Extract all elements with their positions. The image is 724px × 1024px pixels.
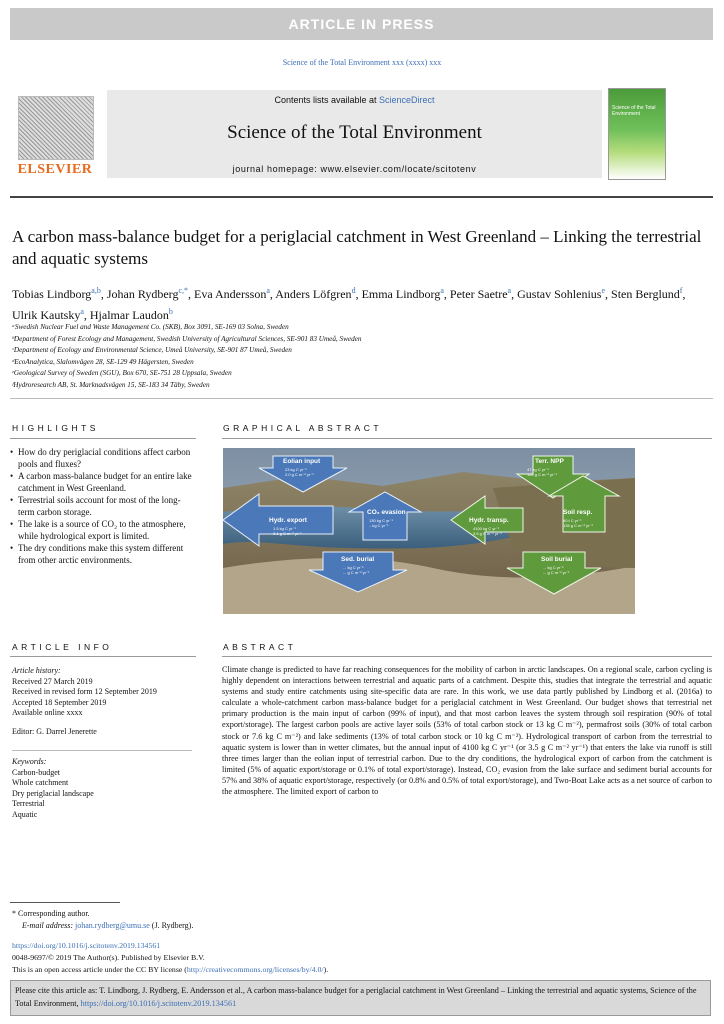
- author-name[interactable]: Tobias Lindborg: [12, 287, 92, 301]
- ga-label-hydr-export: Hydr. export: [269, 517, 307, 524]
- cover-title: Science of the Total Environment: [612, 105, 656, 117]
- highlight-item: • A carbon mass-balance budget for an entire lake catchment in West Greenland.: [12, 470, 192, 494]
- email-line: [12, 920, 612, 932]
- history-received: Received 27 March 2019: [12, 676, 93, 686]
- keywords-label: Keywords:: [12, 757, 47, 766]
- highlight-item: • How do dry periglacial conditions affect carbon pools and fluxes?: [12, 446, 192, 470]
- graphical-abstract-figure: [223, 448, 635, 614]
- corresponding-author: * Corresponding author.: [12, 909, 90, 918]
- please-cite-doi-link[interactable]: https://doi.org/10.1016/j.scitotenv.2019.134561: [80, 999, 237, 1008]
- article-in-press-banner: ARTICLE IN PRESS: [10, 8, 713, 40]
- highlights-heading: HIGHLIGHTS: [12, 423, 99, 433]
- please-cite-text: Please cite this article as: T. Lindborg, J. Rydberg, E. Andersson et al., A carbon mass-balance budget for a periglacial catchment in West Greenland – Linking the terrestrial and aquatic systems, Science of the Total Environment,: [15, 986, 697, 1008]
- author-name[interactable]: Hjalmar Laudon: [89, 308, 169, 322]
- ga-label-npp: Terr. NPP: [535, 458, 564, 465]
- ga-value-soil-resp-1: 90 t C yr⁻¹: [563, 518, 582, 523]
- affiliation-line: ᵇDepartment of Forest Ecology and Management, Swedish University of Agricultural Sciences, SE-901 83 Umeå, Sweden: [12, 334, 362, 343]
- abstract-heading: ABSTRACT: [223, 642, 297, 652]
- history-online: Available online xxxx: [12, 708, 83, 717]
- email-label: E-mail address:: [22, 921, 76, 930]
- author-list: Tobias Lindborg$^{a,b}$, Johan Rydberg$^{c,*}$, Eva Andersson$^a$, Anders Löfgren$^d$, Emma Lindborg$^a$, Peter Saetre$^a$, Gustav Sohlenius$^e$, Sten Berglund$^f$, Ulrik Kautsky$^a$, Hjalmar Laudon$^b$: [12, 286, 686, 322]
- editor: Editor: G. Darrel Jenerette: [12, 726, 97, 736]
- history-revised: Received in revised form 12 September 2019: [12, 687, 157, 696]
- license-prefix: This is an open access article under the CC BY license (: [12, 965, 187, 974]
- journal-citation-link[interactable]: Science of the Total Environment xxx (xxxx) xxx: [282, 58, 442, 67]
- keyword: Carbon-budget: [12, 767, 60, 777]
- author-affiliation-marker[interactable]: c,*: [178, 286, 189, 295]
- sciencedirect-link[interactable]: ScienceDirect: [379, 95, 435, 105]
- ga-value-hydr-export-1: 1.5 kg C yr⁻¹: [273, 526, 296, 531]
- elsevier-logo[interactable]: [10, 90, 100, 180]
- article-info-rule: [10, 656, 196, 657]
- author-affiliation-marker[interactable]: a,b: [91, 286, 101, 295]
- author-name[interactable]: Peter Saetre: [449, 287, 508, 301]
- ga-value-hydr-transp-1: 4100 kg C yr⁻¹: [473, 526, 500, 531]
- please-cite-box: [10, 980, 711, 1016]
- author-name[interactable]: Anders Löfgren: [275, 287, 352, 301]
- elsevier-tree-icon: [18, 96, 94, 160]
- ga-value-hydr-transp-2: 3.5 g C m⁻² yr⁻¹: [473, 531, 502, 536]
- affiliation-line: ᵈEcoAnalytica, Slalomvägen 28, SE-129 49 Hägersten, Sweden: [12, 357, 194, 366]
- contents-prefix: Contents lists available at: [274, 95, 380, 105]
- history-label: Article history:: [12, 666, 61, 675]
- author-affiliation-marker[interactable]: e: [601, 286, 606, 295]
- abstract-text: Climate change is predicted to have far reaching consequences for the mobility of carbon in arctic landscapes. On a regional scale, carbon cycling is highly dependent on interactions between terrestrial and aquatic parts of a catchment. Despite this, studies that integrate the terrestrial and aquatic systems and study entire catchments using site-specific data are rare. In this work, we use data partly published by Lindborg et al. (2016a) to calculate a whole-catchment carbon mass-balance budget for a periglacial catchment in West Greenland. Our budget shows that terrestrial net primary production is the main input of carbon (99% of input), and that most carbon leaves the system through soil respiration (90% of total export/storage). The largest carbon pools are active layer soils (53% of total carbon stock or 13 kg C m⁻²), permafrost soils (30% of total carbon stock or 7.6 kg C m⁻²) and lake sediments (13% of total carbon stock or 10 kg C m⁻²). Hydrological transport of carbon from the terrestrial to aquatic system is lower than in wetter climates, but the annual input of 4100 kg C yr⁻¹ (or 3.5 g C m⁻² yr⁻¹) that enters the lake via runoff is still three times larger than the eolian input of terrestrial carbon. Due to the dry conditions, the hydrological export of carbon from the catchment is limited (5% of aquatic export/storage or 0.1% of total export/storage). Instead, CO₂ evasion from the lake surface and sediment burial accounts for 57% and 38% of aquatic export/storage, respectively (or 0.8% and 0.5% of total export/storage), and Two-Boat Lake acts as a net source of carbon to the atmosphere. The limited export of carbon to: [222, 665, 712, 797]
- ga-value-sed-burial-2: ... g C m⁻² yr⁻¹: [343, 570, 370, 575]
- ga-value-sed-burial-1: ... kg C yr⁻¹: [343, 565, 364, 570]
- ga-value-eolian-2: 2.0 g C m⁻² yr⁻¹: [285, 472, 314, 477]
- issn-line: 0048-9697/© 2019 The Author(s). Published by Elsevier B.V.: [12, 953, 205, 962]
- contents-line: [107, 95, 602, 105]
- ga-label-soil-burial: Soil burial: [541, 556, 573, 563]
- email-link[interactable]: johan.rydberg@umu.se: [75, 921, 150, 930]
- ga-label-eolian: Eolian input: [283, 458, 321, 465]
- affiliation-rule: [10, 398, 713, 399]
- doi-link[interactable]: https://doi.org/10.1016/j.scitotenv.2019.134561: [12, 941, 161, 950]
- author-affiliation-marker[interactable]: a: [266, 286, 270, 295]
- footnote-rule: [10, 902, 120, 903]
- journal-cover-image[interactable]: [608, 88, 666, 180]
- license-line: [12, 964, 712, 976]
- author-name[interactable]: Sten Berglund: [611, 287, 680, 301]
- abstract-rule: [222, 656, 712, 657]
- highlights-rule: [10, 438, 196, 439]
- ga-label-hydr-transp: Hydr. transp.: [469, 517, 509, 524]
- highlight-item: • The dry conditions make this system different from other arctic environments.: [12, 542, 192, 566]
- ga-label-soil-resp: Soil resp.: [563, 509, 593, 516]
- spacer: [12, 719, 192, 727]
- article-info: [12, 666, 192, 820]
- article-title: A carbon mass-balance budget for a periglacial catchment in West Greenland – Linking the terrestrial and aquatic systems: [12, 227, 702, 268]
- journal-header-box: [107, 90, 602, 178]
- author-affiliation-marker[interactable]: a: [507, 286, 512, 295]
- keywords-rule: [12, 750, 192, 751]
- journal-homepage[interactable]: journal homepage: www.elsevier.com/locate/scitotenv: [232, 164, 477, 174]
- journal-masthead: [10, 90, 713, 180]
- ga-value-npp-2: 150 g C m⁻² yr⁻¹: [527, 472, 557, 477]
- publisher-name: ELSEVIER: [17, 162, 93, 177]
- doi-block: [12, 940, 712, 976]
- author-affiliation-marker[interactable]: b: [168, 307, 173, 316]
- keyword: Whole catchment: [12, 778, 69, 787]
- keyword: Aquatic: [12, 809, 38, 819]
- graphical-abstract-heading: GRAPHICAL ABSTRACT: [223, 423, 383, 433]
- ga-value-soil-burial-1: ... kg C yr⁻¹: [543, 565, 564, 570]
- keyword: Dry periglacial landscape: [12, 788, 94, 798]
- graphical-abstract-image[interactable]: [223, 448, 635, 614]
- author-name[interactable]: Johan Rydberg: [106, 287, 179, 301]
- author-affiliation-marker[interactable]: a: [80, 307, 84, 316]
- keyword: Terrestrial: [12, 799, 45, 808]
- ga-value-soil-resp-2: 135 g C m⁻² yr⁻¹: [563, 523, 593, 528]
- ga-label-sed-burial: Sed. burial: [341, 556, 375, 563]
- affiliation-line: ᵉGeological Survey of Sweden (SGU), Box 670, SE-751 28 Uppsala, Sweden: [12, 369, 232, 377]
- author-name[interactable]: Emma Lindborg: [361, 287, 441, 301]
- author-name[interactable]: Ulrik Kautsky: [12, 308, 81, 322]
- graphical-abstract-rule: [222, 438, 712, 439]
- affiliation-line: ᶜDepartment of Ecology and Environmental Science, Umeå University, SE-901 87 Umeå, Sweden: [12, 346, 292, 354]
- affiliations: [12, 322, 712, 391]
- ga-value-npp-1: 47 kg C yr⁻¹: [527, 467, 549, 472]
- author-affiliation-marker[interactable]: f: [679, 286, 683, 295]
- ga-value-soil-burial-2: ... g C m⁻² yr⁻¹: [543, 570, 570, 575]
- highlight-item: • The lake is a source of CO₂ to the atmosphere, while hydrological export is limited.: [12, 518, 192, 542]
- highlights-list: [12, 446, 192, 566]
- history-accepted: Accepted 18 September 2019: [12, 697, 107, 707]
- author-affiliation-marker[interactable]: d: [351, 286, 356, 295]
- header-rule: [10, 196, 713, 198]
- article-info-heading: ARTICLE INFO: [12, 642, 113, 652]
- ga-value-hydr-export-2: 0.1 g C m⁻² yr⁻¹: [273, 531, 302, 536]
- affiliation-line: ᵃSwedish Nuclear Fuel and Waste Management Co. (SKB), Box 3091, SE-169 03 Solna, Sweden: [12, 323, 289, 331]
- email-suffix: (J. Rydberg).: [149, 921, 194, 930]
- journal-title: Science of the Total Environment: [227, 122, 482, 143]
- license-suffix: ).: [323, 965, 329, 974]
- corresponding-footnote: [12, 908, 612, 932]
- license-link[interactable]: http://creativecommons.org/licenses/by/4.0/: [186, 965, 324, 974]
- author-name[interactable]: Eva Andersson: [194, 287, 267, 301]
- author-affiliation-marker[interactable]: a: [440, 286, 444, 295]
- ga-value-co2-1: 130 kg C yr⁻¹: [369, 518, 393, 523]
- ga-value-co2-2: ...kg C yr⁻¹: [369, 523, 389, 528]
- affiliation-line: ᶠHydroresearch AB, St. Marknadsvägen 15, SE-183 34 Täby, Sweden: [12, 380, 210, 389]
- ga-value-eolian-1: 23 kg C yr⁻¹: [285, 467, 307, 472]
- author-name[interactable]: Gustav Sohlenius: [517, 287, 602, 301]
- highlight-item: • Terrestrial soils account for most of the long-term carbon storage.: [12, 494, 192, 518]
- ga-label-co2: CO₂ evasion: [367, 509, 406, 516]
